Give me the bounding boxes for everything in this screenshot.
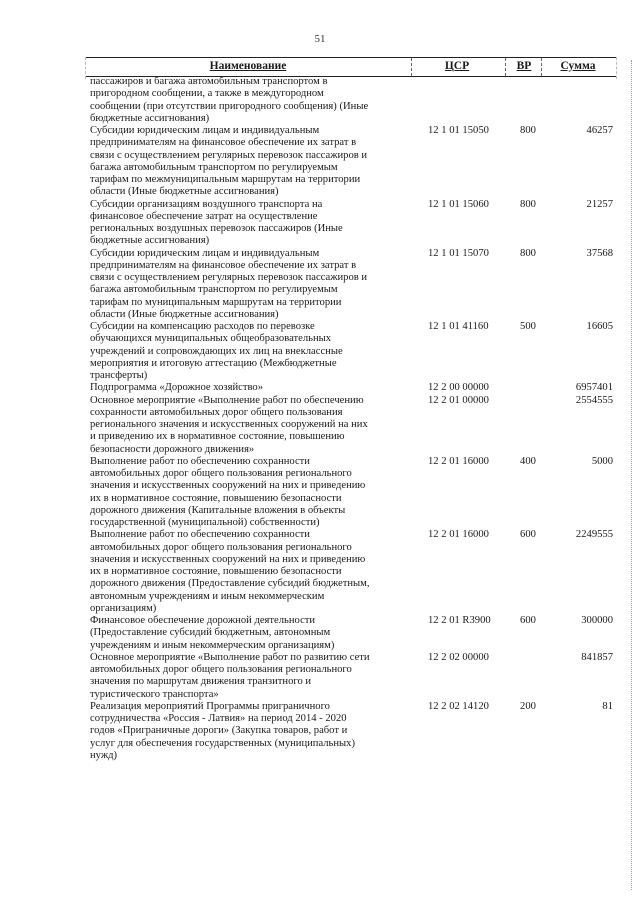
table-row — [85, 321, 616, 382]
row-name-cell — [85, 125, 420, 199]
row-name-line: багажа автомобильным транспортом по регулируемым — [90, 161, 338, 173]
page-number: 51 — [314, 33, 326, 45]
row-name-line: области (Иные бюджетные ассигнования) — [90, 308, 279, 320]
row-name-line: Финансовое обеспечение дорожной деятельности — [90, 615, 316, 626]
table-row — [85, 529, 616, 615]
table-row — [85, 395, 616, 456]
table-row — [85, 199, 616, 248]
row-sum-value: 37568 — [586, 247, 613, 259]
row-sum-value: 2249555 — [575, 529, 613, 541]
row-vr-code: 500 — [520, 321, 536, 332]
row-name-line: мероприятия и итоговую аттестацию (Межбюджетные — [90, 357, 337, 369]
row-name-line: финансовое обеспечение затрат на осуществление — [90, 210, 318, 222]
row-name-line: услуг для обеспечения государственных (муниципальных) — [90, 737, 355, 749]
row-vr-code: 800 — [520, 198, 536, 210]
column-divider — [505, 58, 506, 76]
row-name-line: Выполнение работ по обеспечению сохранности — [90, 529, 310, 541]
row-name-cell — [85, 395, 420, 456]
scan-edge — [631, 60, 632, 890]
column-divider — [541, 58, 542, 76]
table-right-border — [616, 57, 617, 79]
row-name-cell — [85, 652, 420, 701]
row-name-line: значения по маршрутам движения транзитного и — [90, 676, 312, 688]
row-name-line: бюджетные ассигнования) — [90, 235, 210, 247]
row-name-line: пригородном сообщении, а также в междугородном — [90, 88, 324, 100]
row-name-line: и приведению их в нормативное состояние, повышению — [90, 431, 345, 443]
row-sum-value: 2554555 — [575, 394, 613, 406]
table-row — [85, 456, 616, 530]
row-name-line: сотрудничества «Россия - Латвия» на период 2014 - 2020 — [90, 713, 347, 724]
row-vr-code: 800 — [520, 125, 536, 136]
row-name-line: Субсидии на компенсацию расходов по перевозке — [90, 321, 315, 332]
row-name-line: тарифам по муниципальным маршрутам на территории — [90, 296, 342, 308]
row-name-line: Субсидии организациям воздушного транспорта на — [90, 198, 323, 210]
table-row — [85, 701, 616, 762]
row-vr-code: 200 — [520, 700, 536, 712]
row-csr-code: 12 1 01 15070 — [428, 247, 489, 259]
table-body — [85, 76, 616, 762]
row-name-line: их в нормативное состояние, повышению безопасности — [90, 566, 342, 577]
row-sum-value: 5000 — [591, 455, 613, 467]
column-header-name: Наименование — [209, 60, 287, 72]
row-name-line: автомобильных дорог общего пользования регионального — [90, 541, 352, 553]
table-row — [85, 382, 616, 394]
row-csr-code: 12 1 01 41160 — [428, 321, 489, 332]
row-name-cell — [85, 199, 420, 248]
row-name-line: трансферты) — [90, 370, 148, 381]
row-sum-value: 81 — [602, 700, 613, 712]
row-name-line: их в нормативное состояние, повышению безопасности — [90, 492, 342, 504]
row-name-line: дорожного движения (Предоставление субсидий бюджетным, — [90, 578, 370, 590]
row-name-line: (Предоставление субсидий бюджетным, автономным — [90, 627, 331, 639]
row-csr-code: 12 2 01 00000 — [428, 394, 489, 406]
row-name-line: нужд) — [90, 749, 118, 761]
row-name-line: сохранности автомобильных дорог общего пользования — [90, 406, 343, 418]
row-sum-value: 6957401 — [575, 382, 613, 394]
row-csr-code: 12 1 01 15050 — [428, 125, 489, 136]
row-name-line: регионального значения и искусственных сооружений на них — [90, 419, 368, 430]
row-sum-value: 46257 — [586, 125, 613, 136]
row-name-line: организациям) — [90, 602, 157, 614]
row-sum-value: 300000 — [581, 615, 613, 626]
row-name-line: предпринимателям на финансовое обеспечение их затрат в — [90, 259, 357, 271]
row-name-cell — [85, 701, 420, 762]
row-name-cell — [85, 456, 420, 530]
column-divider — [411, 58, 412, 76]
row-name-cell — [85, 248, 420, 322]
row-name-line: тарифам по межмуниципальным маршрутам на территории — [90, 174, 361, 185]
row-name-line: автономным учреждениям и иным некоммерческим — [90, 590, 325, 602]
row-name-line: Субсидии юридическим лицам и индивидуальным — [90, 125, 320, 136]
row-name-line: сообщении (при отсутствии пригородного сообщения) (Иные — [90, 100, 369, 112]
row-name-line: багажа автомобильным транспортом по регулируемым — [90, 284, 338, 296]
row-name-cell — [85, 615, 420, 652]
row-vr-code: 400 — [520, 455, 536, 467]
table-row — [85, 125, 616, 199]
row-name-line: дорожного движения (Капитальные вложения в объекты — [90, 504, 346, 516]
column-header-vr: ВР — [516, 60, 532, 72]
row-vr-code: 600 — [520, 529, 536, 541]
row-name-line: связи с осуществлением регулярных перевозок пассажиров и — [90, 272, 368, 283]
row-name-line: значения и искусственных сооружений на них и приведению — [90, 480, 366, 492]
row-name-line: значения и искусственных сооружений на них и приведению — [90, 553, 366, 565]
row-sum-value: 841857 — [581, 651, 613, 663]
row-name-line: автомобильных дорог общего пользования регионального — [90, 664, 352, 675]
row-name-cell — [85, 76, 420, 125]
row-csr-code: 12 1 01 15060 — [428, 198, 489, 210]
row-csr-code: 12 2 02 14120 — [428, 700, 489, 712]
row-csr-code: 12 2 01 16000 — [428, 455, 489, 467]
row-name-line: области (Иные бюджетные ассигнования) — [90, 186, 279, 198]
table-row — [85, 76, 616, 125]
row-name-line: Основное мероприятие «Выполнение работ по обеспечению — [90, 394, 364, 406]
row-name-line: бюджетные ассигнования) — [90, 112, 210, 124]
row-name-cell — [85, 529, 420, 615]
column-header-sum: Сумма — [560, 60, 596, 72]
table-row — [85, 652, 616, 701]
row-name-line: учреждениям и иным некоммерческим организациям) — [90, 639, 335, 651]
row-vr-code: 600 — [520, 615, 536, 626]
row-name-line: Выполнение работ по обеспечению сохранности — [90, 455, 310, 467]
row-name-line: пассажиров и багажа автомобильным транспортом в — [90, 76, 328, 87]
row-csr-code: 12 2 02 00000 — [428, 651, 489, 663]
row-name-cell — [85, 321, 420, 382]
row-csr-code: 12 2 00 00000 — [428, 382, 489, 394]
row-name-line: автомобильных дорог общего пользования регионального — [90, 468, 352, 479]
column-header-csr: ЦСР — [444, 60, 470, 72]
row-name-line: связи с осуществлением регулярных перевозок пассажиров и — [90, 149, 368, 161]
row-name-line: годов «Приграничные дороги» (Закупка товаров, работ и — [90, 725, 348, 737]
row-name-line: региональных воздушных перевозок пассажиров (Иные — [90, 223, 343, 234]
row-csr-code: 12 2 01 16000 — [428, 529, 489, 541]
row-name-line: безопасности дорожного движения» — [90, 443, 255, 455]
table-row — [85, 248, 616, 322]
table-header — [85, 57, 616, 77]
row-name-line: Субсидии юридическим лицам и индивидуальным — [90, 247, 320, 259]
row-sum-value: 16605 — [586, 321, 613, 332]
row-name-line: туристического транспорта» — [90, 688, 219, 700]
row-name-line: Основное мероприятие «Выполнение работ по развитию сети — [90, 651, 370, 663]
row-name-line: Подпрограмма «Дорожное хозяйство» — [90, 382, 264, 394]
row-csr-code: 12 2 01 R3900 — [428, 615, 491, 626]
row-sum-value: 21257 — [586, 198, 613, 210]
row-name-line: государственной (муниципальной) собственности) — [90, 517, 320, 528]
row-name-line: Реализация мероприятий Программы приграничного — [90, 700, 330, 712]
row-name-line: предпринимателям на финансовое обеспечение их затрат в — [90, 137, 357, 149]
row-name-line: учреждений и сопровождающих их лиц на внеклассные — [90, 345, 343, 357]
table-row — [85, 615, 616, 652]
row-vr-code: 800 — [520, 247, 536, 259]
row-name-line: обучающихся муниципальных общеобразовательных — [90, 333, 332, 345]
row-name-cell — [85, 382, 420, 394]
